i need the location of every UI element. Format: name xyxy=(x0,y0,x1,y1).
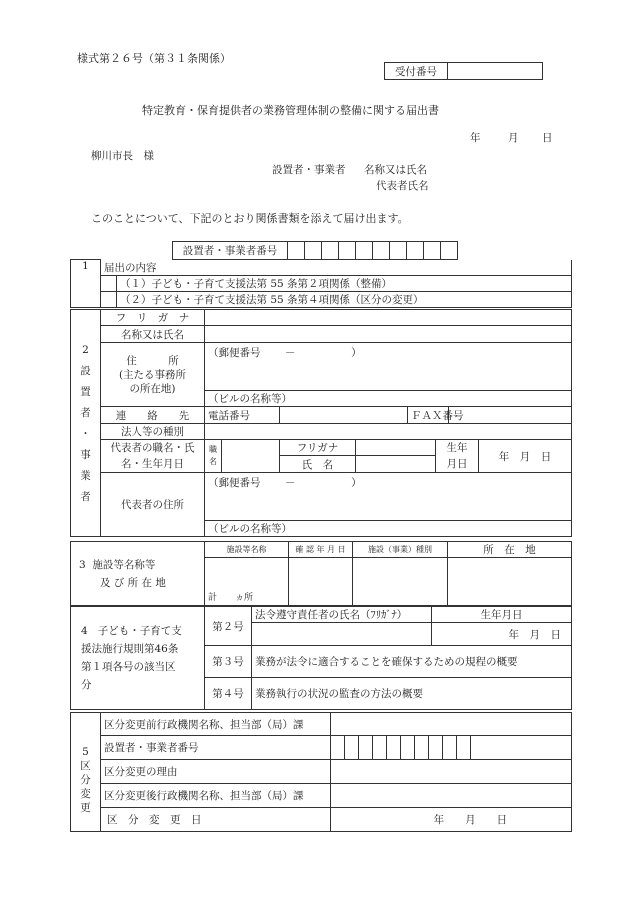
tel-field[interactable] xyxy=(280,407,408,424)
location-header: 所 在 地 xyxy=(448,542,572,558)
corporation-type-field[interactable] xyxy=(205,424,572,440)
audit-method-summary[interactable]: 業務執行の状況の監査の方法の概要 xyxy=(252,678,572,710)
tel-label: 電話番号 xyxy=(205,407,280,424)
item-2-label: 第２号 xyxy=(205,607,252,646)
address-label: 住 所 (主たる事務所 の所在地) xyxy=(101,343,205,407)
section-5-label: 5 区 分 変 更 xyxy=(71,713,101,832)
operator-number-digit[interactable] xyxy=(441,242,458,260)
rep-furigana-field[interactable] xyxy=(356,440,436,456)
section-2-label: 2 設 置 者 ・ 事 業 者 xyxy=(71,310,101,537)
addressee: 柳川市長 様 xyxy=(91,150,154,162)
change-operator-digit[interactable] xyxy=(415,736,429,760)
job-title-field[interactable] xyxy=(222,440,280,473)
representative-label: 代表者の職名・氏 名・生年月日 xyxy=(101,440,205,473)
rep-address-label: 代表者の住所 xyxy=(101,473,205,537)
document-title: 特定教育・保育提供者の業務管理体制の整備に関する届出書 xyxy=(142,104,439,117)
rep-address-building-field[interactable]: （ビルの名称等） xyxy=(205,521,572,537)
operator-number-digit[interactable] xyxy=(424,242,441,260)
operator-number-label: 設置者・事業者番号 xyxy=(173,242,288,260)
change-operator-number-label: 設置者・事業者番号 xyxy=(101,736,331,760)
operator-number-digit[interactable] xyxy=(390,242,407,260)
confirm-date-field[interactable] xyxy=(289,558,353,606)
change-date-label: 区 分 変 更 日 xyxy=(101,808,331,832)
change-operator-digit[interactable] xyxy=(331,736,345,760)
operator-number-digit[interactable] xyxy=(288,242,305,260)
section-3-facilities xyxy=(70,541,572,606)
change-reason-field[interactable] xyxy=(331,760,572,784)
fax-field[interactable] xyxy=(449,407,572,424)
option-1-establishment[interactable]: （１）子ども・子育て支援法第 55 条第２項関係（整備） xyxy=(117,275,572,291)
name-field[interactable] xyxy=(205,326,572,343)
operator-number-digit[interactable] xyxy=(356,242,373,260)
date-year: 年 xyxy=(470,132,481,144)
date-month: 月 xyxy=(508,132,519,144)
change-date-field[interactable]: 年 月 日 xyxy=(331,808,572,832)
rep-furigana-label: フリガナ xyxy=(280,440,356,456)
change-reason-label: 区分変更の理由 xyxy=(101,760,331,784)
facility-type-header: 施設（事業）種別 xyxy=(353,542,448,558)
item-4-label: 第４号 xyxy=(205,678,252,710)
compliance-rules-summary[interactable]: 業務が法令に適合することを確保するための規程の概要 xyxy=(252,646,572,678)
after-agency-label: 区分変更後行政機関名称、担当部（局）課 xyxy=(101,784,331,808)
operator-number-digit[interactable] xyxy=(305,242,322,260)
option-2-division-change[interactable]: （２）子ども・子育て支援法第 55 条第４項関係（区分の変更） xyxy=(117,291,572,307)
compliance-officer-label: 法令遵守責任者の氏名（ﾌﾘｶﾞﾅ） xyxy=(252,607,432,623)
change-operator-digit[interactable] xyxy=(387,736,401,760)
fax-label: ＦＡＸ番号 xyxy=(408,407,449,424)
compliance-birth-field[interactable]: 年 月 日 xyxy=(432,623,572,646)
submitter-label: 設置者・事業者 xyxy=(272,164,346,176)
change-operator-digit[interactable] xyxy=(401,736,415,760)
submitter-name-label: 名称又は氏名 xyxy=(364,164,427,176)
receipt-number-field[interactable] xyxy=(448,63,543,80)
section-4-label: 4 子ども・子育て支 援法施行規則第46条 第１項各号の該当区 分 xyxy=(71,607,205,710)
operator-number-digit[interactable] xyxy=(373,242,390,260)
representative-name-label: 代表者氏名 xyxy=(376,180,429,192)
section-3-label: 3 施設等名称等 及 び 所 在 地 xyxy=(71,542,205,606)
operator-number-row xyxy=(172,241,458,260)
name-label: 名称又は氏名 xyxy=(101,326,205,343)
birthdate-label: 生年 月日 xyxy=(436,440,479,473)
change-operator-digit[interactable] xyxy=(359,736,373,760)
address-postal-field[interactable]: （郵便番号 － ） xyxy=(205,343,572,391)
change-operator-digit[interactable] xyxy=(429,736,443,760)
after-agency-field[interactable] xyxy=(331,784,572,808)
receipt-number-label: 受付番号 xyxy=(385,63,448,80)
address-building-field[interactable]: （ビルの名称等） xyxy=(205,391,572,407)
facility-name-header: 施設等名称 xyxy=(205,542,289,558)
furigana-field[interactable] xyxy=(205,310,572,326)
facility-type-field[interactable] xyxy=(353,558,448,606)
receipt-number-box xyxy=(384,62,543,80)
item-3-label: 第３号 xyxy=(205,646,252,678)
operator-number-digit[interactable] xyxy=(322,242,339,260)
section-1-number: 1 xyxy=(71,260,101,308)
change-operator-digit[interactable] xyxy=(345,736,359,760)
section-5-division-change xyxy=(70,712,572,832)
confirm-date-header: 確 認 年 月 日 xyxy=(289,542,353,558)
change-operator-digit[interactable] xyxy=(443,736,457,760)
change-operator-digit[interactable] xyxy=(457,736,471,760)
furigana-label: フ リ ガ ナ xyxy=(101,310,205,326)
corporation-type-label: 法人等の種別 xyxy=(101,424,205,440)
job-title-label: 職 名 xyxy=(205,440,222,473)
intro-text: このことについて、下記のとおり関係書類を添えて届け出ます。 xyxy=(91,212,409,225)
rep-name-field[interactable] xyxy=(356,456,436,473)
operator-number-digit[interactable] xyxy=(407,242,424,260)
before-agency-label: 区分変更前行政機関名称、担当部（局）課 xyxy=(101,713,331,736)
section-1-title: 届出の内容 xyxy=(101,260,572,276)
facility-total[interactable]: 計 ヵ所 xyxy=(205,558,289,606)
form-number: 様式第２６号（第３１条関係） xyxy=(77,52,231,65)
rep-address-postal-field[interactable]: （郵便番号 － ） xyxy=(205,473,572,521)
rep-name-label: 氏 名 xyxy=(280,456,356,473)
contact-label: 連 絡 先 xyxy=(101,407,205,424)
section-1-notification-content xyxy=(70,259,572,308)
birthdate-field[interactable]: 年 月 日 xyxy=(479,440,572,473)
before-agency-field[interactable] xyxy=(331,713,572,736)
date-day: 日 xyxy=(542,132,553,144)
compliance-birth-label: 生年月日 xyxy=(432,607,572,623)
location-field[interactable] xyxy=(448,558,572,606)
compliance-officer-field[interactable] xyxy=(252,623,432,646)
operator-number-digit[interactable] xyxy=(339,242,356,260)
section-2-operator xyxy=(70,309,572,537)
section-4-category xyxy=(70,606,572,710)
change-operator-digit[interactable] xyxy=(373,736,387,760)
